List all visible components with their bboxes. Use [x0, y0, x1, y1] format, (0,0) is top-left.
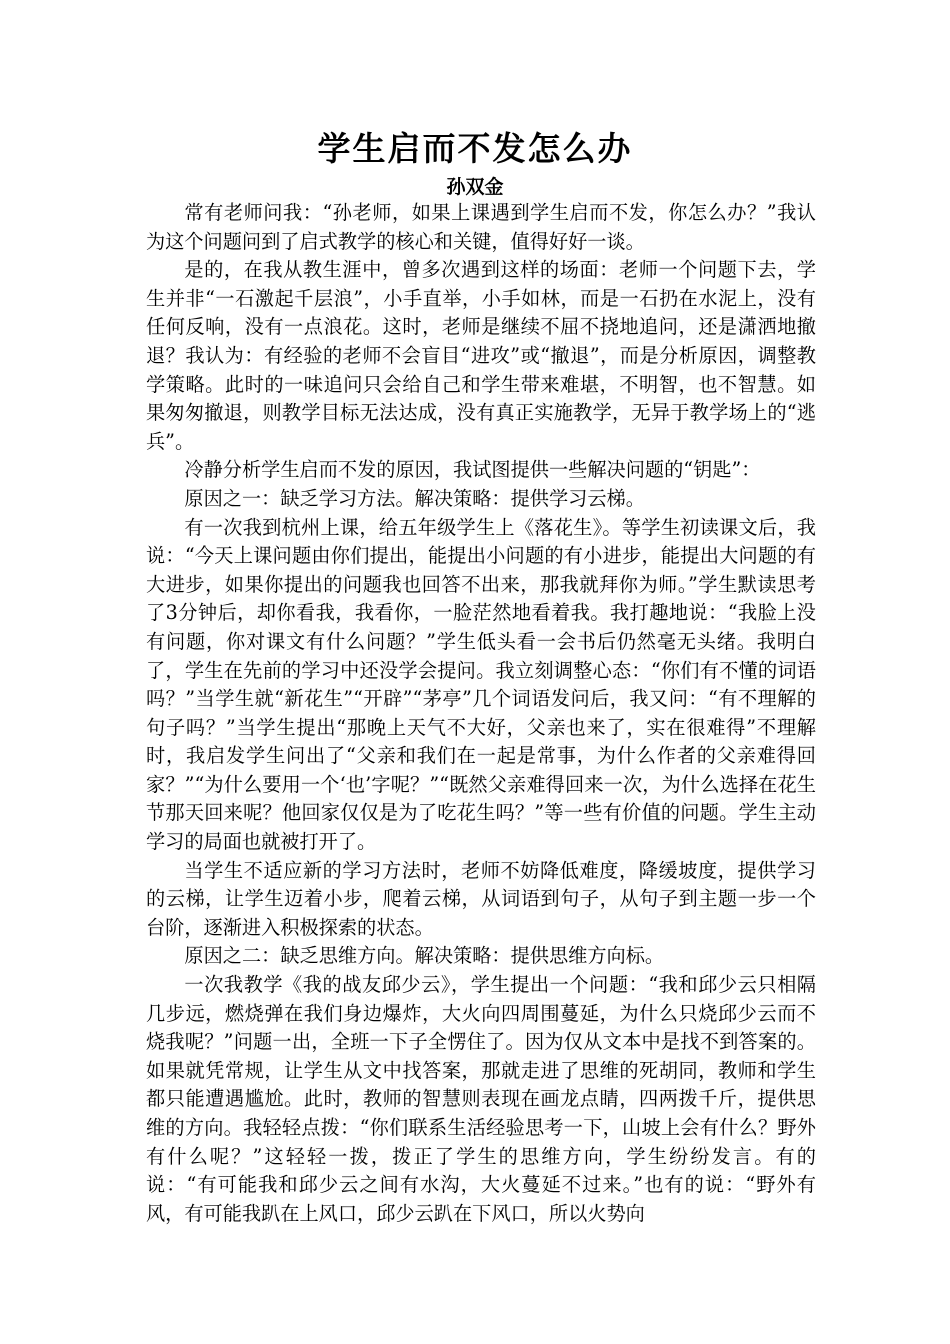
paragraph: 冷静分析学生启而不发的原因，我试图提供一些解决问题的“钥匙”： [184, 458, 761, 482]
paragraph: 一次我教学《我的战友邱少云》，学生提出一个问题：“我和邱少云只相隔几步远，燃烧弹在我们身边爆炸，大火向四周围蔓延，为什么只烧邱少云而不烧我呢？”问题一出，全班一下子全愣住了。因为仅从文本中是找不到答案的。如果就凭常规，让学生从文中找答案，那就走进了思维的死胡同，教师和学生都只能遭遇尴尬。此时，教师的智慧则表现在画龙点睛，四两拨千斤，提供思维的方向。我轻轻点拨：“你们联系生活经验思考一下，山坡上会有什么？野外有什么呢？”这轻轻一拨，拨正了学生的思维方向，学生纷纷发言。有的说：“有可能我和邱少云之间有水沟，大火蔓延不过来。”也有的说：“野外有风，有可能我趴在上风口，邱少云趴在下风口，所以火势向 [146, 973, 816, 1225]
author-name: 孙双金 [446, 176, 504, 198]
paragraph: 当学生不适应新的学习方法时，老师不妨降低难度，降缓坡度，提供学习的云梯，让学生迈着小步，爬着云梯，从词语到句子，从句子到主题一步一个台阶，逐渐进入积极探索的状态。 [146, 858, 816, 939]
paragraph: 常有老师问我：“孙老师，如果上课遇到学生启而不发，你怎么办？”我认为这个问题问到了启式教学的核心和关键，值得好好一谈。 [146, 201, 816, 253]
paragraph: 原因之二：缺乏思维方向。解决策略：提供思维方向标。 [184, 944, 665, 968]
paragraph: 是的，在我从教生涯中，曾多次遇到这样的场面：老师一个问题下去，学生并非“一石激起千层浪”，小手直举，小手如林，而是一石扔在水泥上，没有任何反响，没有一点浪花。这时，老师是继续不屈不挠地追问，还是潇洒地撤退？我认为：有经验的老师不会盲目“进攻”或“撤退”，而是分析原因，调整教学策略。此时的一味追问只会给自己和学生带来难堪，不明智，也不智慧。如果匆匆撤退，则教学目标无法达成，没有真正实施教学，无异于教学场上的“逃兵”。 [146, 258, 816, 453]
document-title: 学生启而不发怎么办 [317, 129, 633, 168]
document-body [146, 199, 816, 1228]
paragraph: 原因之一：缺乏学习方法。解决策略：提供学习云梯。 [184, 486, 645, 510]
paragraph: 有一次我到杭州上课，给五年级学生上《落花生》。等学生初读课文后，我说：“今天上课问题由你们提出，能提出小问题的有小进步，能提出大问题的有大进步，如果你提出的问题我也回答不出来，那我就拜你为师。”学生默读思考了3分钟后，却你看我，我看你，一脸茫然地看着我。我打趣地说：“我脸上没有问题，你对课文有什么问题？”学生低头看一会书后仍然毫无头绪。我明白了，学生在先前的学习中还没学会提问。我立刻调整心态：“你们有不懂的词语吗？”当学生就“新花生”“开辟”“茅亭”几个词语发问后，我又问：“有不理解的句子吗？”当学生提出“那晚上天气不大好，父亲也来了，实在很难得”不理解时，我启发学生问出了“父亲和我们在一起是常事，为什么作者的父亲难得回家？”“为什么要用一个‘也’字呢？”“既然父亲难得回来一次，为什么选择在花生节那天回来呢？他回家仅仅是为了吃花生吗？”等一些有价值的问题。学生主动学习的局面也就被打开了。 [146, 515, 816, 854]
